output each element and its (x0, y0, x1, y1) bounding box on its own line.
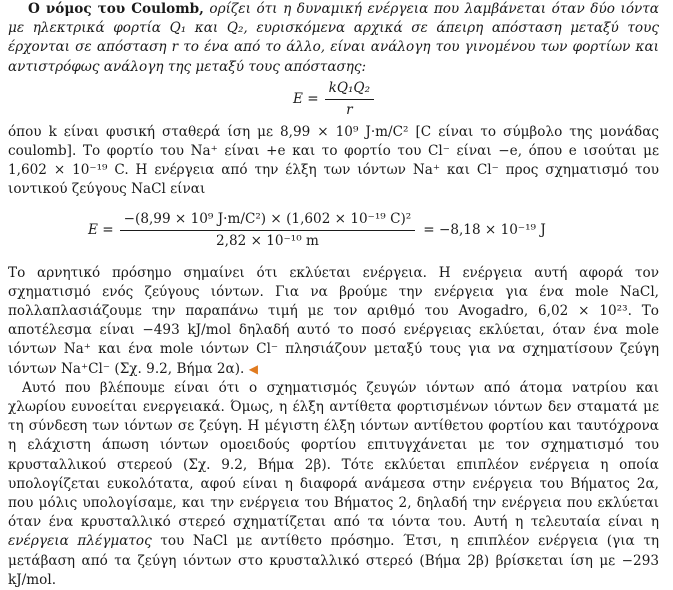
lattice-energy-paragraph (8, 379, 659, 590)
equation2-numerator: −(8,99 × 10⁹ J·m/C²) × (1,602 × 10⁻¹⁹ C)² (120, 210, 416, 231)
lattice-energy-term: ενέργεια πλέγματος (8, 533, 152, 550)
equation1-lhs: E = (292, 91, 319, 108)
lattice-text-before: Αυτό που βλέπουμε είναι ότι ο σχηματισμός ζευγών ιόντων από άτομα νατρίου και χλωρίου ευνοείται ενεργειακά. Όμως, η έλξη αντίθετα φορτισμένων ιόντων δεν σταματά με τη σύνδεση των ιόντων σε ζεύγη. Η μέγιστη έλξη ιόντων αντίθετου φορτίου και ταυτόχρονα η ελάχιστη άπωση ιόντων ομοειδούς φορτίου επιτυγχάνεται με τον σχηματισμό του κρυσταλλικού στερεού (Σχ. 9.2, Βήμα 2β). Τότε εκλύεται επιπλέον ενέργεια η οποία υπολογίζεται ευκολότατα, αφού είναι η διαφορά ανάμεσα στην ενέργεια του Βήματος 2α, που μόλις υπολογίσαμε, και την ενέργεια του Βήματος 2, δηλαδή την ενέργεια που εκλύεται όταν ένα κρυσταλλικό στερεό σχηματίζεται από τα ιόντα του. Αυτή η τελευταία είναι η (8, 379, 659, 531)
lattice-text-after: του NaCl με αντίθετο πρόσημο. Έτσι, η επιπλέον ενέργεια (για τη μετάβαση από τα ζεύγη ιόντων στο κρυσταλλικό στερεό (Βήμα 2β) βρίσκεται ίση με −293 kJ/mol. (8, 533, 659, 588)
section-end-marker-icon: ◀ (248, 361, 258, 376)
equation1-numerator: kQ₁Q₂ (325, 79, 374, 100)
equation1-fraction (325, 79, 374, 120)
coulomb-law-definition: ορίζει ότι η δυναμική ενέργεια που λαμβάνεται όταν δύο ιόντα με ηλεκτρικά φορτία Q₁ και Q₂, ευρισκόμενα αρχικά σε άπειρη απόσταση μεταξύ τους έρχονται σε απόσταση r το ένα από το άλλο, είναι ανάλογη του γινομένου των φορτίων και αντιστρόφως ανάλογη της μεταξύ τους απόστασης: (8, 1, 659, 75)
equation2-denominator: 2,82 × 10⁻¹⁰ m (215, 233, 319, 250)
constant-paragraph: όπου k είναι φυσική σταθερά ίση με 8,99 × 10⁹ J·m/C² [C είναι το σύμβολο της μονάδας coulomb]. Το φορτίο του Na⁺ είναι +e και το φορτίο του Cl⁻ είναι −e, όπου e ισούται με 1,602 × 10⁻¹⁹ C. Η ενέργεια από την έλξη των ιόντων Na⁺ και Cl⁻ προς σχηματισμό του ιοντικού ζεύγους NaCl είναι (8, 123, 659, 198)
equation2-result: = −8,18 × 10⁻¹⁹ J (423, 222, 546, 239)
equation1-denominator: r (346, 102, 353, 119)
equation2-fraction (120, 210, 416, 251)
coulomb-law-title: Ο νόμος του Coulomb, (28, 1, 204, 17)
sign-explanation-text: Το αρνητικό πρόσημο σημαίνει ότι εκλύεται ενέργεια. Η ενέργεια αυτή αφορά τον σχηματισμό ενός ζεύγους ιόντων. Για να βρούμε την ενέργεια για ένα mole NaCl, πολλαπλασιάζουμε την παραπάνω τιμή με τον αριθμό του Avogadro, 6,02 × 10²³. Το αποτέλεσμα είναι −493 kJ/mol δηλαδή αυτό το ποσό ενέργειας εκλύεται, όταν ένα mole ιόντων Na⁺ και ένα mole ιόντων Cl⁻ πλησιάζουν μεταξύ τους για να σχηματίσουν ζεύγη ιόντων Na⁺Cl⁻ (Σχ. 9.2, Βήμα 2α). (8, 264, 659, 377)
energy-equation (8, 204, 659, 258)
coulomb-equation (8, 77, 659, 123)
equation2-lhs: E = (88, 222, 114, 239)
coulomb-law-paragraph (8, 0, 659, 77)
sign-explanation-paragraph (8, 264, 659, 379)
